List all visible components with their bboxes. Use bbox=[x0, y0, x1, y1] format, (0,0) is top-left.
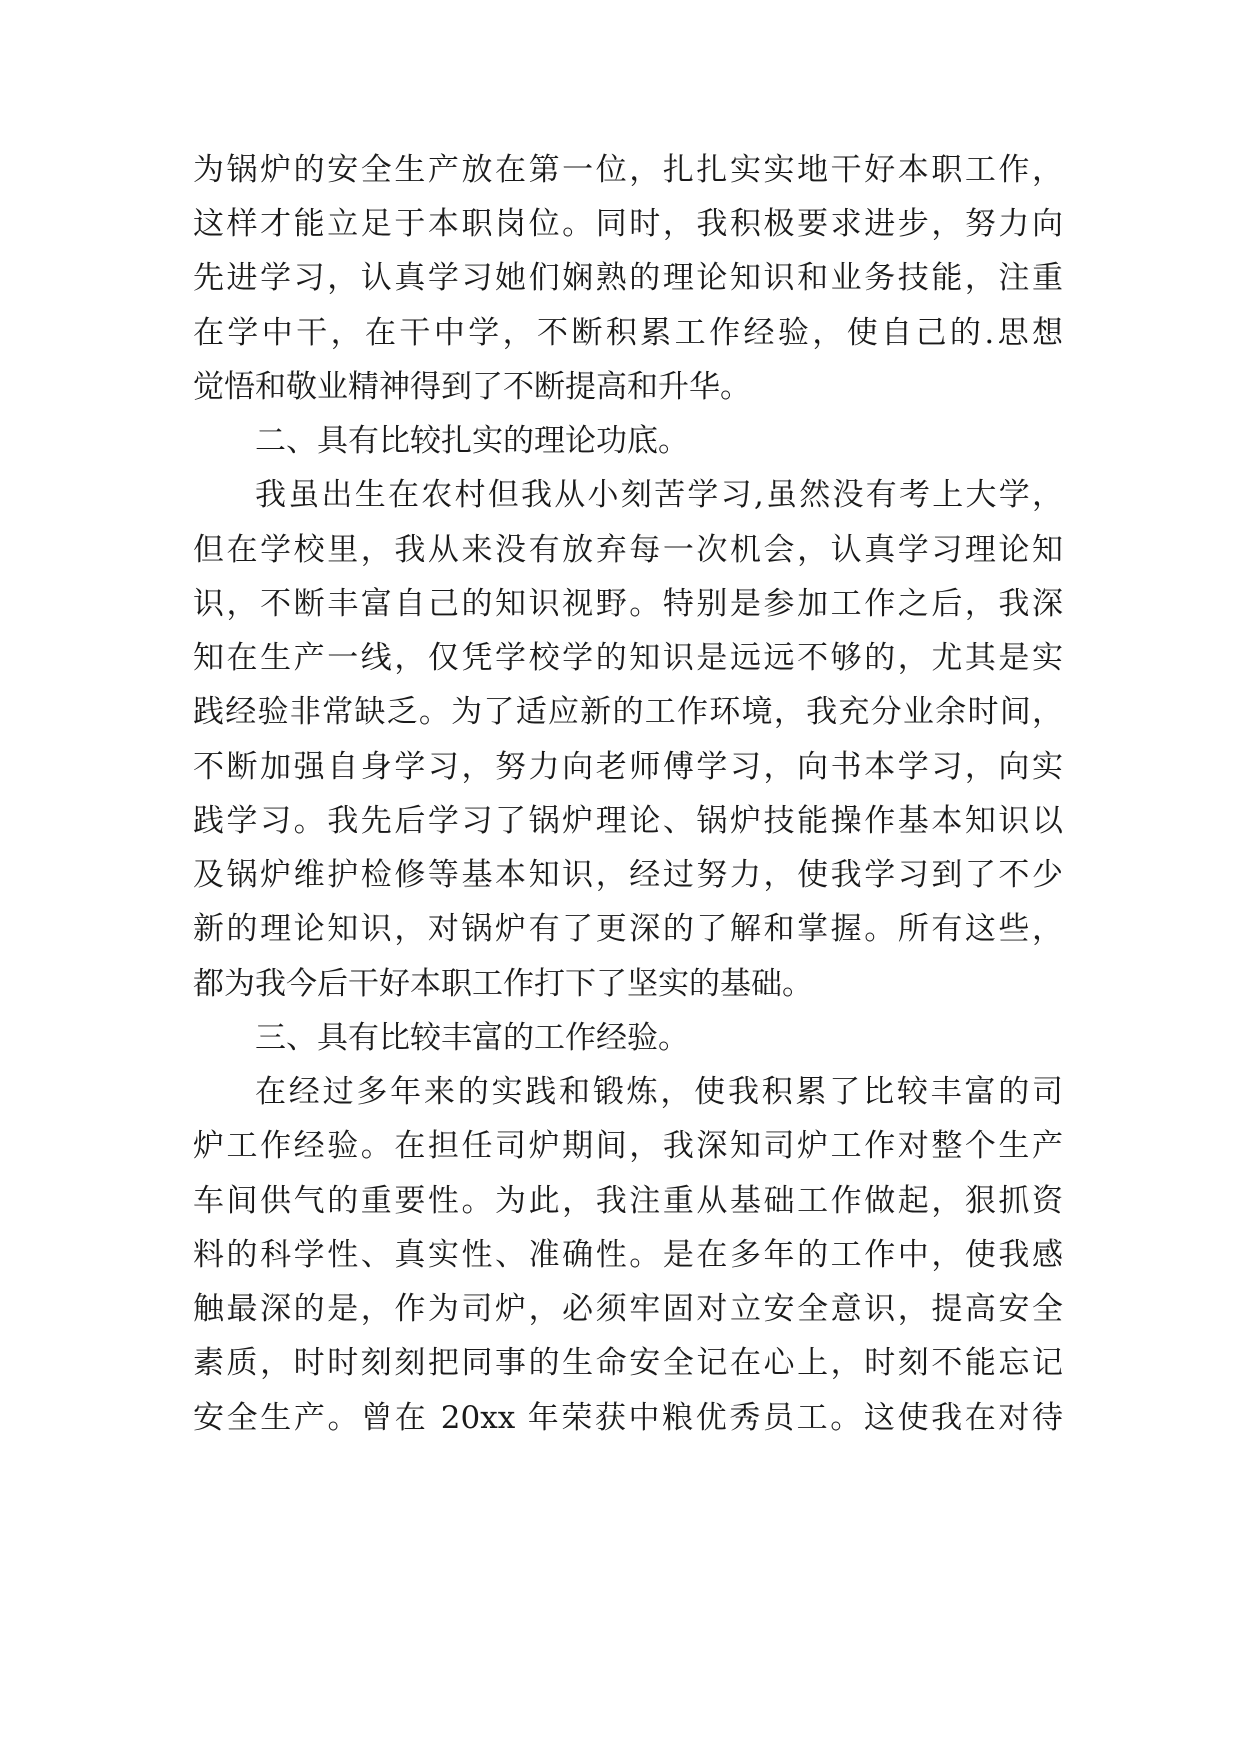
text-line: 在经过多年来的实践和锻炼，使我积累了比较丰富的司 bbox=[255, 1074, 1063, 1110]
text-line: 知在生产一线，仅凭学校学的知识是远远不够的，尤其是实 bbox=[193, 640, 1063, 676]
text-line: 这样才能立足于本职岗位。同时，我积极要求进步，努力向 bbox=[193, 206, 1063, 242]
text-line: 都为我今后干好本职工作打下了坚实的基础。 bbox=[193, 966, 813, 1002]
section-heading: 三、具有比较丰富的工作经验。 bbox=[255, 1020, 689, 1056]
text-line: 践经验非常缺乏。为了适应新的工作环境，我充分业余时间， bbox=[193, 694, 1063, 730]
text-line: 新的理论知识，对锅炉有了更深的了解和掌握。所有这些， bbox=[193, 911, 1063, 947]
text-line: 素质，时时刻刻把同事的生命安全记在心上，时刻不能忘记 bbox=[193, 1345, 1063, 1381]
text-line: 先进学习，认真学习她们娴熟的理论知识和业务技能，注重 bbox=[193, 260, 1063, 296]
text-line: 料的科学性、真实性、准确性。是在多年的工作中，使我感 bbox=[193, 1237, 1063, 1273]
text-line: 及锅炉维护检修等基本知识，经过努力，使我学习到了不少 bbox=[193, 857, 1063, 893]
text-line: 不断加强自身学习，努力向老师傅学习，向书本学习，向实 bbox=[193, 749, 1063, 785]
section-heading: 二、具有比较扎实的理论功底。 bbox=[255, 423, 689, 459]
text-line: 在学中干，在干中学，不断积累工作经验，使自己的.思想 bbox=[193, 315, 1063, 351]
text-line: 炉工作经验。在担任司炉期间，我深知司炉工作对整个生产 bbox=[193, 1128, 1063, 1164]
text-line: 觉悟和敬业精神得到了不断提高和升华。 bbox=[193, 369, 751, 405]
text-line: 触最深的是，作为司炉，必须牢固对立安全意识，提高安全 bbox=[193, 1291, 1063, 1327]
text-line: 但在学校里，我从来没有放弃每一次机会，认真学习理论知 bbox=[193, 532, 1063, 568]
text-line: 践学习。我先后学习了锅炉理论、锅炉技能操作基本知识以 bbox=[193, 803, 1063, 839]
text-line: 我虽出生在农村但我从小刻苦学习,虽然没有考上大学， bbox=[255, 477, 1063, 513]
text-line: 安全生产。曾在 20xx 年荣获中粮优秀员工。这使我在对待 bbox=[193, 1400, 1063, 1436]
text-line: 为锅炉的安全生产放在第一位，扎扎实实地干好本职工作， bbox=[193, 152, 1063, 188]
text-line: 车间供气的重要性。为此，我注重从基础工作做起，狠抓资 bbox=[193, 1183, 1063, 1219]
text-line: 识，不断丰富自己的知识视野。特别是参加工作之后，我深 bbox=[193, 586, 1063, 622]
